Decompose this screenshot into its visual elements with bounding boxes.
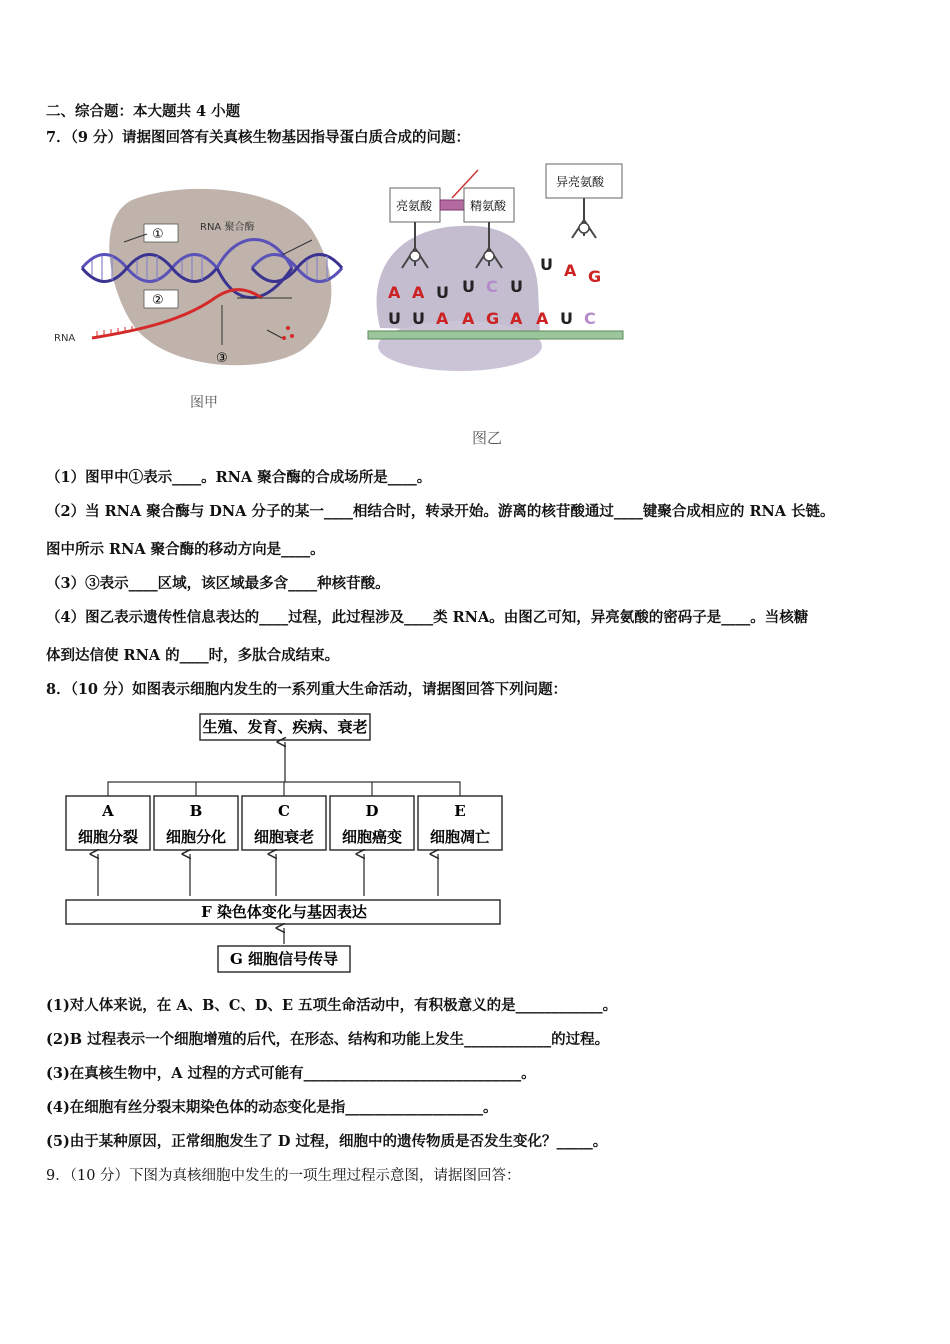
box-e <box>418 796 502 850</box>
q7-sub4a: （4）图乙表示遗传性信息表达的____过程，此过程涉及____类 RNA。由图乙可知，异亮氨酸的密码子是____。当核糖 <box>46 609 809 626</box>
top-box-label: 生殖、发育、疾病、衰老 <box>202 718 368 736</box>
box-e-letter: E <box>454 802 466 820</box>
mrna-2: A <box>436 309 449 328</box>
q7-sub4b: 体到达信使 RNA 的____时，多肽合成结束。 <box>46 647 340 664</box>
trna-2-loop <box>484 251 494 261</box>
marker2: ② <box>152 293 164 308</box>
q8-diagram-svg <box>60 708 510 978</box>
q7-sub2a: （2）当 RNA 聚合酶与 DNA 分子的某一____相结合时，转录开始。游离的核苷酸通过____键聚合成相应的 RNA 长链。 <box>46 503 835 520</box>
box-d-name: 细胞癌变 <box>341 828 403 846</box>
mrna-6: A <box>536 309 549 328</box>
g-box-label: G 细胞信号传导 <box>229 950 339 968</box>
anticodon2-2: U <box>510 277 523 296</box>
section-title: 二、综合题：本大题共 4 小题 <box>46 103 241 120</box>
box-b-name: 细胞分化 <box>165 828 227 846</box>
figure-a-caption: 图甲 <box>190 395 218 411</box>
anticodon1-1: A <box>412 283 425 302</box>
anticodon1-2: U <box>436 283 449 302</box>
box-d-letter: D <box>365 802 379 820</box>
trna-3-loop <box>579 223 589 233</box>
mrna-8: C <box>584 309 596 328</box>
label-rna-polymerase: RNA 聚合酶 <box>200 222 255 233</box>
box-a <box>66 796 150 850</box>
anticodon3-2: G <box>588 267 602 286</box>
label-rna: RNA <box>54 333 76 344</box>
anticodon1-0: A <box>388 283 401 302</box>
figure-b-svg <box>360 158 630 453</box>
f-box-label: F 染色体变化与基因表达 <box>201 903 367 921</box>
figure-b <box>360 158 630 453</box>
box-c <box>242 796 326 850</box>
aa-1: 亮氨酸 <box>396 199 433 213</box>
q8-stem <box>46 680 567 700</box>
figure-a-svg <box>52 180 352 430</box>
mrna-4: G <box>486 309 500 328</box>
aa-3: 异亮氨酸 <box>556 175 605 189</box>
box-a-name: 细胞分裂 <box>77 828 139 846</box>
anticodon2-0: U <box>462 277 475 296</box>
q8-sub1: (1)对人体来说，在 A、B、C、D、E 五项生命活动中，有积极意义的是____________。 <box>46 997 618 1014</box>
q7-stem-text: 7．（9 分）请据图回答有关真核生物基因指导蛋白质合成的问题： <box>46 129 470 146</box>
mrna-3: A <box>462 309 475 328</box>
q8-stem-text: 8．（10 分）如图表示细胞内发生的一系列重大生命活动，请据图回答下列问题： <box>46 681 568 698</box>
marker3: ③ <box>216 351 228 366</box>
marker1: ① <box>152 227 164 242</box>
q8-sub5: (5)由于某种原因，正常细胞发生了 D 过程，细胞中的遗传物质是否发生变化？_____。 <box>46 1133 608 1150</box>
q8-sub2: (2)B 过程表示一个细胞增殖的后代，在形态、结构和功能上发生____________的过程。 <box>46 1031 610 1048</box>
box-b-letter: B <box>189 802 203 820</box>
mrna-0: U <box>388 309 401 328</box>
trna-1-loop <box>410 251 420 261</box>
box-c-letter: C <box>278 802 290 820</box>
anticodon3-0: U <box>540 255 553 274</box>
q7-sub1: （1）图甲中①表示____。RNA 聚合酶的合成场所是____。 <box>46 469 432 486</box>
peptide-bond <box>440 200 464 210</box>
box-a-letter: A <box>102 802 114 820</box>
mrna-7: U <box>560 309 573 328</box>
nucleotide-dot-3 <box>282 336 286 340</box>
box-d <box>330 796 414 850</box>
box-c-name: 细胞衰老 <box>253 828 315 846</box>
mrna-1: U <box>412 309 425 328</box>
figure-b-caption: 图乙 <box>472 429 503 447</box>
anticodon3-1: A <box>564 261 577 280</box>
q9-stem: 9．（10 分）下图为真核细胞中发生的一项生理过程示意图，请据图回答： <box>46 1168 521 1184</box>
box-e-name: 细胞凋亡 <box>429 828 491 846</box>
q7-stem <box>46 128 470 148</box>
ribosome-small <box>378 321 542 371</box>
nucleotide-dot-2 <box>290 334 294 338</box>
box-b <box>154 796 238 850</box>
figure-a <box>52 180 352 430</box>
aa-2: 精氨酸 <box>470 199 507 213</box>
mrna-strand <box>368 331 623 339</box>
q7-sub2b: 图中所示 RNA 聚合酶的移动方向是____。 <box>46 541 325 558</box>
q8-diagram <box>60 708 510 978</box>
q7-sub3: （3）③表示____区域，该区域最多含____种核苷酸。 <box>46 575 390 592</box>
q8-sub4: (4)在细胞有丝分裂末期染色体的动态变化是指___________________。 <box>46 1099 498 1116</box>
mrna-5: A <box>510 309 523 328</box>
anticodon2-1: C <box>486 277 498 296</box>
nucleotide-dot-1 <box>286 326 290 330</box>
q8-sub3: (3)在真核生物中，A 过程的方式可能有______________________________。 <box>46 1065 536 1082</box>
